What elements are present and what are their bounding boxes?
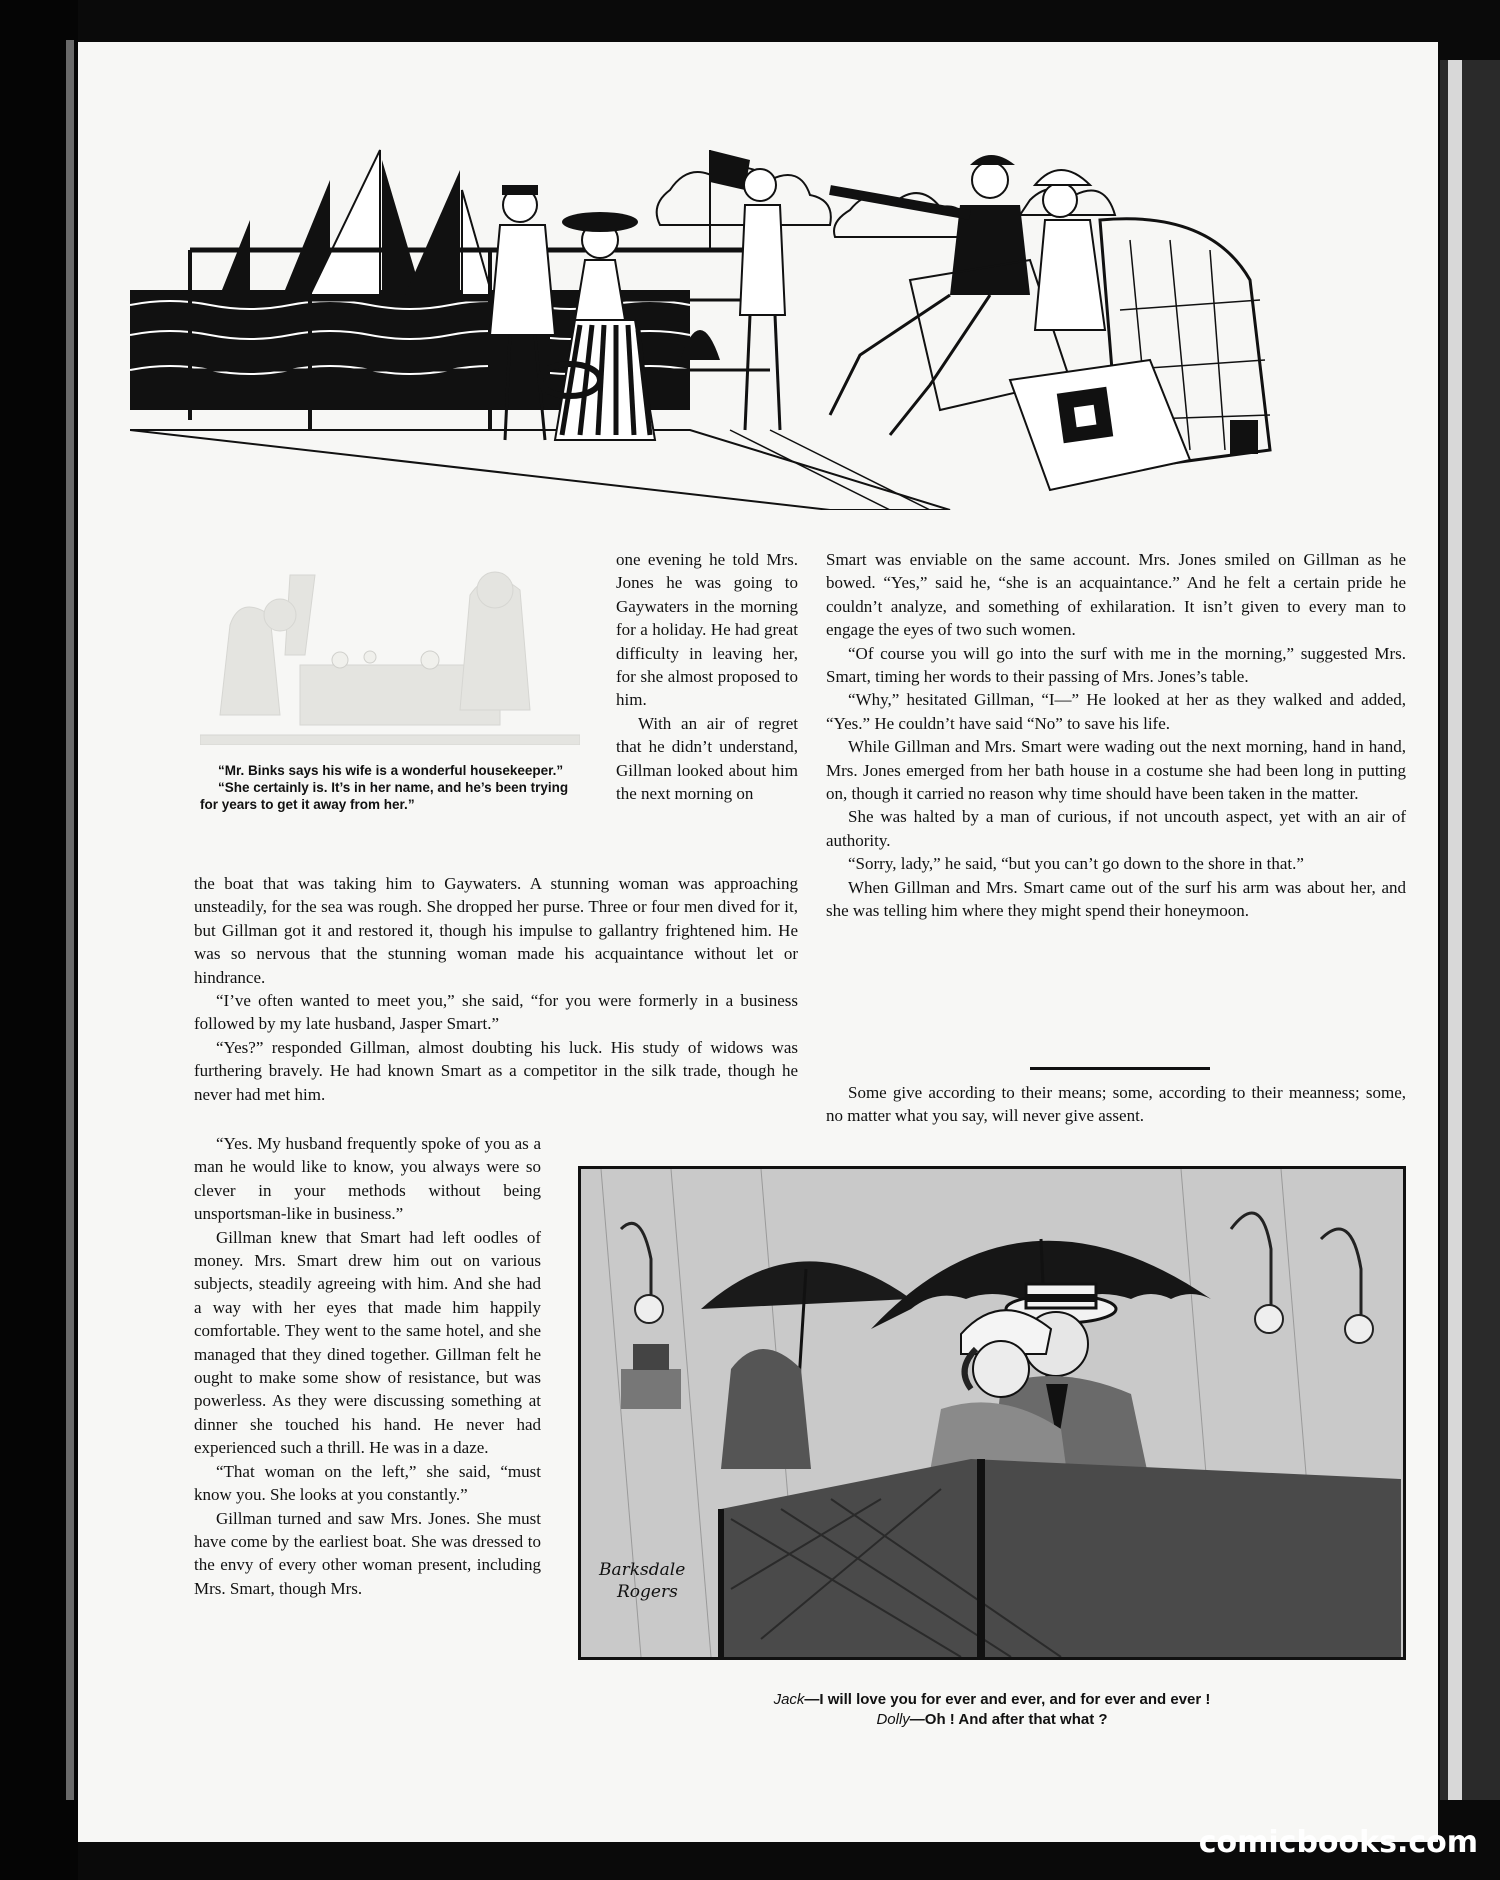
paragraph: “Yes?” responded Gillman, almost doubting his luck. His study of widows was furthering bravely. He had known Smart as a competitor in the silk trade, though he never had met him. xyxy=(194,1037,798,1104)
caption-line-jack xyxy=(578,1690,1406,1710)
dialogue: —I will love you for ever and ever, and for ever and ever ! xyxy=(804,1691,1211,1708)
signature-line-2: Rogers xyxy=(617,1582,678,1602)
story-column-left-narrow xyxy=(194,1132,541,1600)
speaker-name: Jack xyxy=(773,1691,805,1708)
paragraph: “That woman on the left,” she said, “must know you. She looks at you constantly.” xyxy=(194,1461,541,1505)
binding-stripe xyxy=(66,40,74,1800)
bottom-illustration-caption xyxy=(578,1690,1406,1730)
caption-line-1: “Mr. Binks says his wife is a wonderful housekeeper.” xyxy=(218,763,564,778)
paragraph: She was halted by a man of curious, if not uncouth aspect, yet with an air of authority. xyxy=(826,807,1406,850)
quip-block xyxy=(826,1081,1406,1128)
paragraph: one evening he told Mrs. Jones he was going to Gaywaters in the morning for a holiday. He had great difficulty in leaving her, for she almost proposed to him. xyxy=(616,550,798,710)
caption-line-dolly xyxy=(578,1710,1406,1730)
story-column-middle xyxy=(616,548,798,805)
dialogue: —Oh ! And after that what ? xyxy=(909,1711,1108,1728)
paragraph: When Gillman and Mrs. Smart came out of the surf his arm was about her, and she was telling him where they might spend their honeymoon. xyxy=(826,877,1406,921)
site-watermark: comicbooks.com xyxy=(1198,1825,1478,1860)
paragraph: Smart was enviable on the same account. Mrs. Jones smiled on Gillman as he bowed. “Yes,” said he, “she is an acquaintance.” And he felt a certain pride he couldn’t analyze, and something of exhilaration. It isn’t given to every man to engage the eyes of two such women. xyxy=(826,550,1406,640)
paragraph: “Of course you will go into the surf with me in the morning,” suggested Mrs. Smart, timing her words to their passing of Mrs. Jones’s table. xyxy=(826,643,1406,687)
umbrella-couple-illustration xyxy=(578,1166,1406,1660)
speaker-name: Dolly xyxy=(876,1711,910,1728)
paragraph: “I’ve often wanted to meet you,” she said, “for you were formerly in a business followed by my late husband, Jasper Smart.” xyxy=(194,991,798,1034)
story-column-left-wide xyxy=(194,872,798,1106)
small-illustration-caption xyxy=(200,762,580,813)
dinner-scene-illustration xyxy=(200,545,580,745)
section-divider xyxy=(1030,1067,1210,1070)
quip-text: Some give according to their means; some, according to their meanness; some, no matter what you say, will never give assent. xyxy=(826,1083,1406,1126)
paragraph: Gillman knew that Smart had left oodles of money. Mrs. Smart drew him out on various subjects, steadily agreeing with him. And she had a way with her eyes that made him happily comfortable. They went to the same hotel, and she managed that they dined together. Gillman felt he ought to make some show of resistance, but was powerless. As they were discussing something at dinner she touched his hand. He never had experienced such a thrill. He was in a daze. xyxy=(194,1227,541,1458)
next-page-edge xyxy=(1448,60,1462,1800)
yacht-deck-illustration xyxy=(130,130,1370,510)
paragraph: Gillman turned and saw Mrs. Jones. She must have come by the earliest boat. She was dressed to the envy of every other woman present, including Mrs. Smart, though Mrs. xyxy=(194,1508,541,1598)
artist-signature xyxy=(599,1559,685,1603)
caption-line-2: “She certainly is. It’s in her name, and he’s been trying for years to get it away from her.” xyxy=(200,780,569,812)
paragraph: “Sorry, lady,” he said, “but you can’t go down to the shore in that.” xyxy=(848,854,1304,874)
paragraph: “Yes. My husband frequently spoke of you as a man he would like to know, you always were so clever in your methods without being unsportsman-like in business.” xyxy=(194,1134,541,1224)
story-column-right xyxy=(826,548,1406,923)
paragraph: With an air of regret that he didn’t understand, Gillman looked about him the next morning on xyxy=(616,713,798,804)
paragraph: the boat that was taking him to Gaywaters. A stunning woman was approaching unsteadily, for the sea was rough. She dropped her purse. Three or four men dived for it, but Gillman got it and restored it, though his impulse to gallantry frightened him. He was so nervous that the stunning woman made his acquaintance without let or hindrance. xyxy=(194,874,798,987)
paragraph: While Gillman and Mrs. Smart were wading out the next morning, hand in hand, Mrs. Jones emerged from her bath house in a costume she had been long in putting on, though it carried no reason why time should have been taken in the matter. xyxy=(826,737,1406,804)
umbrella-couple-drawing xyxy=(581,1169,1403,1657)
signature-line-1: Barksdale xyxy=(599,1560,686,1580)
paragraph: “Why,” hesitated Gillman, “I—” He looked at her as they walked and added, “Yes.” He couldn’t have said “No” to save his life. xyxy=(826,690,1406,733)
